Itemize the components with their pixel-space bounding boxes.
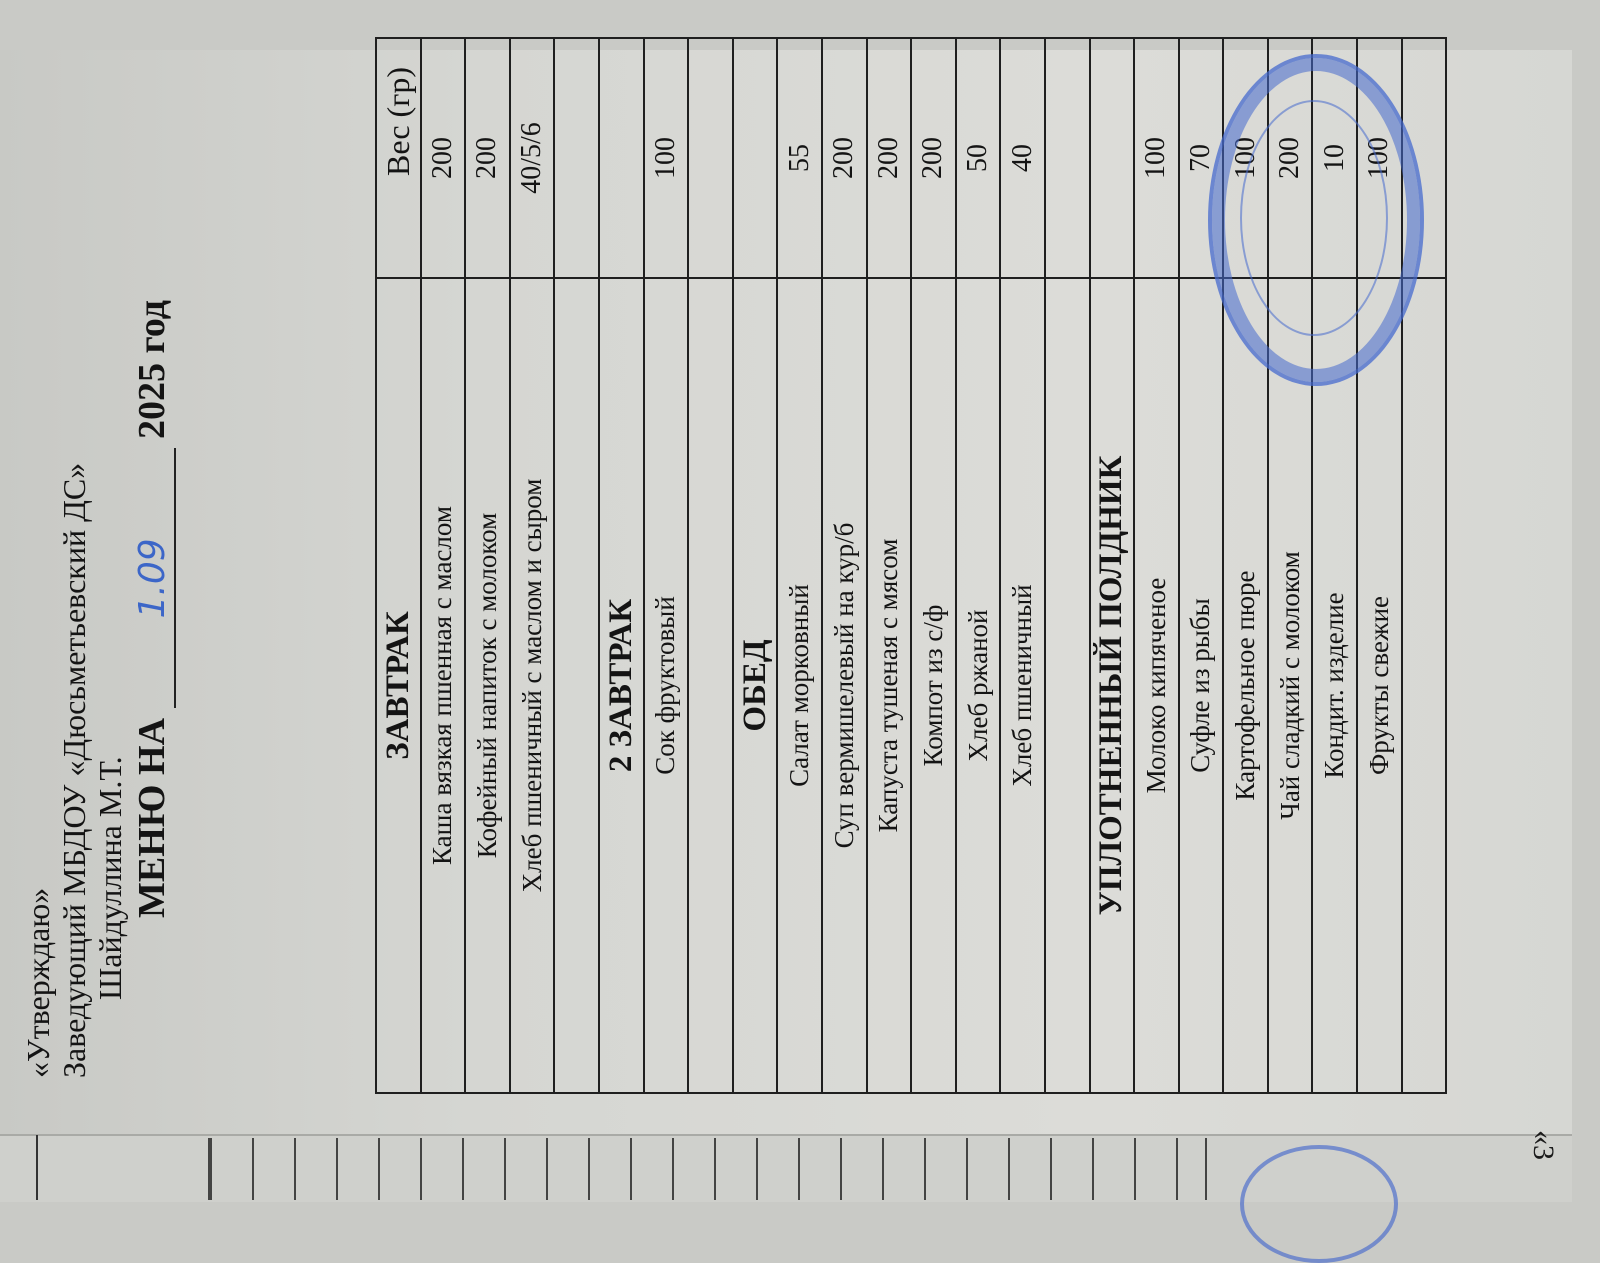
next-sheet-heading-fragment: «3 xyxy=(1527,1130,1560,1160)
menu-title-year: 2025 год xyxy=(131,300,173,439)
menu-row xyxy=(644,38,689,1093)
next-sheet-seal xyxy=(1240,1145,1398,1263)
menu-row xyxy=(1045,38,1090,1093)
dish-weight: 10 xyxy=(1312,38,1357,278)
menu-section-row xyxy=(376,38,421,1093)
dish-name: Молоко кипяченое xyxy=(1134,278,1179,1093)
approval-block xyxy=(20,18,128,1078)
menu-row xyxy=(867,38,912,1093)
dish-weight: 100 xyxy=(1357,38,1402,278)
section-title: ЗАВТРАК xyxy=(376,278,421,1093)
menu-row xyxy=(911,38,956,1093)
menu-section-row xyxy=(599,38,644,1093)
menu-row xyxy=(1000,38,1045,1093)
dish-weight xyxy=(599,38,644,278)
date-underline xyxy=(130,448,176,708)
dish-name: Салат морковный xyxy=(777,278,822,1093)
menu-row xyxy=(510,38,555,1093)
official-seal-inner-ring xyxy=(1240,100,1388,336)
dish-weight: 200 xyxy=(867,38,912,278)
section-title: ОБЕД xyxy=(733,278,778,1093)
dish-name: Сок фруктовый xyxy=(644,278,689,1093)
dish-name: Хлеб ржаной xyxy=(956,278,1001,1093)
dish-name: Суп вермишелевый на кур/б xyxy=(822,278,867,1093)
dish-name: Каша вязкая пшенная с маслом xyxy=(421,278,466,1093)
menu-row xyxy=(688,38,733,1093)
dish-name xyxy=(1402,278,1447,1093)
dish-name xyxy=(688,278,733,1093)
dish-name: Хлеб пшеничный xyxy=(1000,278,1045,1093)
dish-weight: 200 xyxy=(911,38,956,278)
menu-row xyxy=(421,38,466,1093)
menu-section-row xyxy=(1090,38,1135,1093)
menu-section-row xyxy=(733,38,778,1093)
dish-weight: 200 xyxy=(1268,38,1313,278)
dish-name: Капуста тушеная с мясом xyxy=(867,278,912,1093)
dish-name: Хлеб пшеничный с маслом и сыром xyxy=(510,278,555,1093)
menu-row xyxy=(956,38,1001,1093)
menu-title xyxy=(130,118,176,918)
approval-signer: Шайдуллина М.Т. xyxy=(92,756,128,1000)
dish-weight: 40 xyxy=(1000,38,1045,278)
dish-name xyxy=(1045,278,1090,1093)
dish-weight: 40/5/6 xyxy=(510,38,555,278)
dish-weight xyxy=(1090,38,1135,278)
dish-weight: 100 xyxy=(1134,38,1179,278)
dish-name: Кофейный напиток с молоком xyxy=(465,278,510,1093)
menu-row xyxy=(1134,38,1179,1093)
dish-weight xyxy=(554,38,599,278)
dish-weight: 200 xyxy=(822,38,867,278)
dish-name: Кондит. изделие xyxy=(1312,278,1357,1093)
menu-row xyxy=(554,38,599,1093)
dish-weight xyxy=(688,38,733,278)
dish-name: Компот из с/ф xyxy=(911,278,956,1093)
dish-weight: 100 xyxy=(1223,38,1268,278)
dish-weight: 50 xyxy=(956,38,1001,278)
dish-weight: 55 xyxy=(777,38,822,278)
dish-weight xyxy=(733,38,778,278)
dish-weight: 200 xyxy=(421,38,466,278)
menu-date: 1.09 xyxy=(132,538,173,619)
section-title: 2 ЗАВТРАК xyxy=(599,278,644,1093)
next-sheet-table-edge xyxy=(208,1138,1207,1200)
next-sheet-border xyxy=(36,1135,38,1200)
dish-name: Суфле из рыбы xyxy=(1179,278,1224,1093)
weight-header: Вес (гр) xyxy=(376,38,421,278)
menu-row xyxy=(465,38,510,1093)
dish-weight: 200 xyxy=(465,38,510,278)
dish-name: Фрукты свежие xyxy=(1357,278,1402,1093)
dish-name: Чай сладкий с молоком xyxy=(1268,278,1313,1093)
dish-weight xyxy=(1045,38,1090,278)
menu-row xyxy=(822,38,867,1093)
approval-heading: «Утверждаю» xyxy=(20,887,56,1078)
approval-position: Заведующий МБДОУ «Дюсьметьевский ДС» xyxy=(56,462,92,1078)
menu-title-prefix: МЕНЮ НА xyxy=(131,717,173,918)
dish-weight: 70 xyxy=(1179,38,1224,278)
dish-name xyxy=(554,278,599,1093)
section-title: УПЛОТНЕННЫЙ ПОЛДНИК xyxy=(1090,278,1135,1093)
dish-name: Картофельное пюре xyxy=(1223,278,1268,1093)
dish-weight: 100 xyxy=(644,38,689,278)
menu-row xyxy=(777,38,822,1093)
